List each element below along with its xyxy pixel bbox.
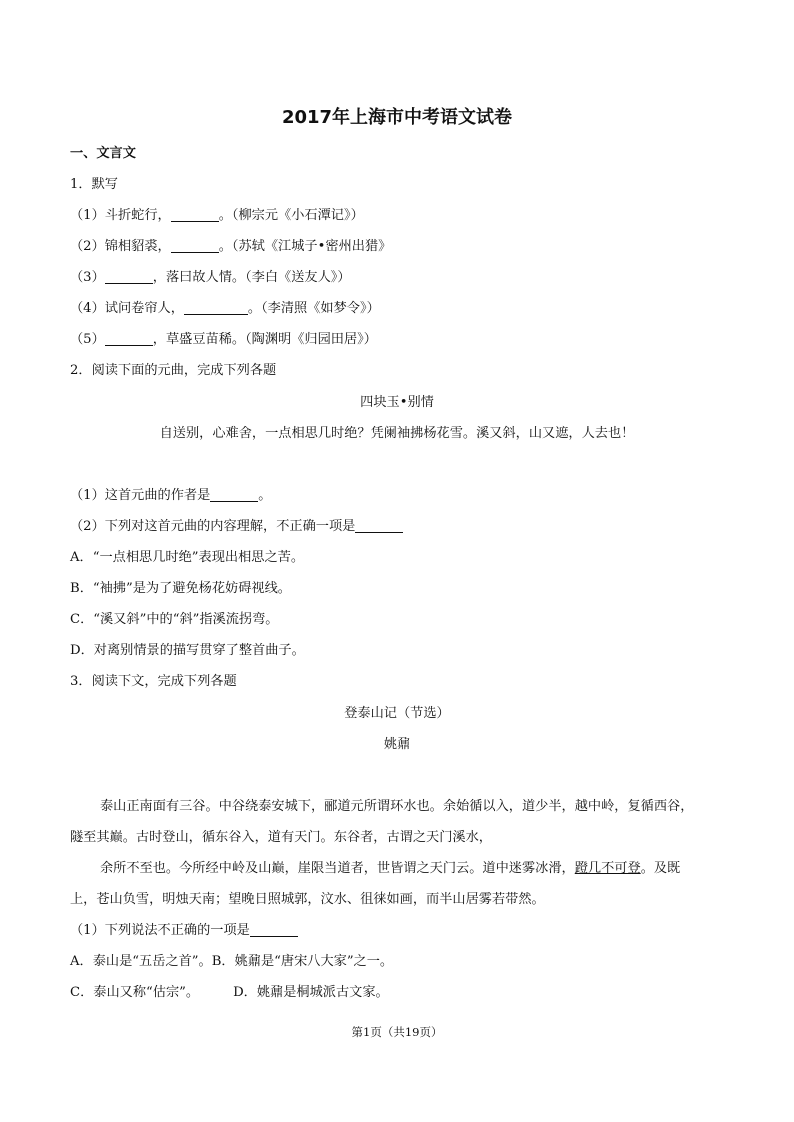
q3-sub-1: （1）下列说法不正确的一项是 [70,921,298,941]
answer-blank[interactable] [105,331,153,346]
underlined-phrase: 蹬几不可登 [574,861,641,876]
page-footer: 第1页（共19页） [351,1025,443,1039]
answer-blank[interactable] [184,300,248,315]
answer-blank[interactable] [250,922,298,937]
section-heading: 一、文言文 [70,146,136,161]
option-c: C．“溪又斜”中的“斜”指溪流拐弯。 [70,612,279,627]
question-3-label: 3．阅读下文，完成下列各题 [70,674,237,689]
poem-title: 四块玉•别情 [360,395,434,410]
q1-item-3: （3） ，落曰故人情。（李白《送友人》） [70,270,351,285]
question-1-label: 1．默写 [70,177,118,192]
passage-line: 隧至其巅。古时登山，循东谷入，道有天门。东谷者，古谓之天门溪水， [70,830,492,845]
q1-item-1: （1）斗折蛇行， 。（柳宗元《小石潭记》） [70,208,364,223]
passage-line: 上，苍山负雪，明烛天南；望晚日照城郭，汶水、徂徕如画，而半山居雾若带然。 [70,892,545,907]
answer-blank[interactable] [171,238,219,253]
option-b: B．“袖拂”是为了避免杨花妨碍视线。 [70,581,291,596]
option-ab: A．泰山是“五岳之首”。B．姚鼐是“唐宋八大家”之一。 [70,954,394,969]
option-cd: C．泰山又称“估宗”。 D．姚鼐是桐城派古文家。 [70,985,389,1000]
q1-item-5: （5） ，草盛豆苗稀。（陶渊明《归园田居》） [70,332,377,347]
passage-title: 登泰山记（节选） [344,706,450,721]
page-title: 2017年上海市中考语文试卷 [281,107,513,128]
option-a: A．“一点相思几时绝”表现出相思之苦。 [70,550,305,565]
option-d: D．对离别情景的描写贯穿了整首曲子。 [70,643,305,658]
passage-line: 余所不至也。今所经中岭及山巅，崖限当道者，世皆谓之天门云。道中迷雾冰滑，蹬几不可登。及既 [100,861,681,876]
question-2-label: 2．阅读下面的元曲，完成下列各题 [70,363,277,378]
q1-item-2: （2）锦相貂裘， 。（苏轼《江城子•密州出猎》 [70,239,392,254]
passage-author: 姚鼐 [383,737,411,752]
q2-sub-1: （1）这首元曲的作者是 。 [70,488,272,503]
answer-blank[interactable] [210,487,258,502]
answer-blank[interactable] [355,518,403,533]
answer-blank[interactable] [171,207,219,222]
poem-text: 自送别，心难舍，一点相思几时绝？凭阑袖拂杨花雪。溪又斜，山又遮，人去也！ [159,426,635,441]
q1-item-4: （4）试问卷帘人， 。（李清照《如梦令》） [70,301,380,316]
answer-blank[interactable] [105,269,153,284]
passage-line: 泰山正南面有三谷。中谷绕泰安城下，郦道元所谓环水也。余始循以入，道少半，越中岭，复循西谷， [100,799,694,814]
q2-sub-2: （2）下列对这首元曲的内容理解，不正确一项是 [70,517,403,537]
